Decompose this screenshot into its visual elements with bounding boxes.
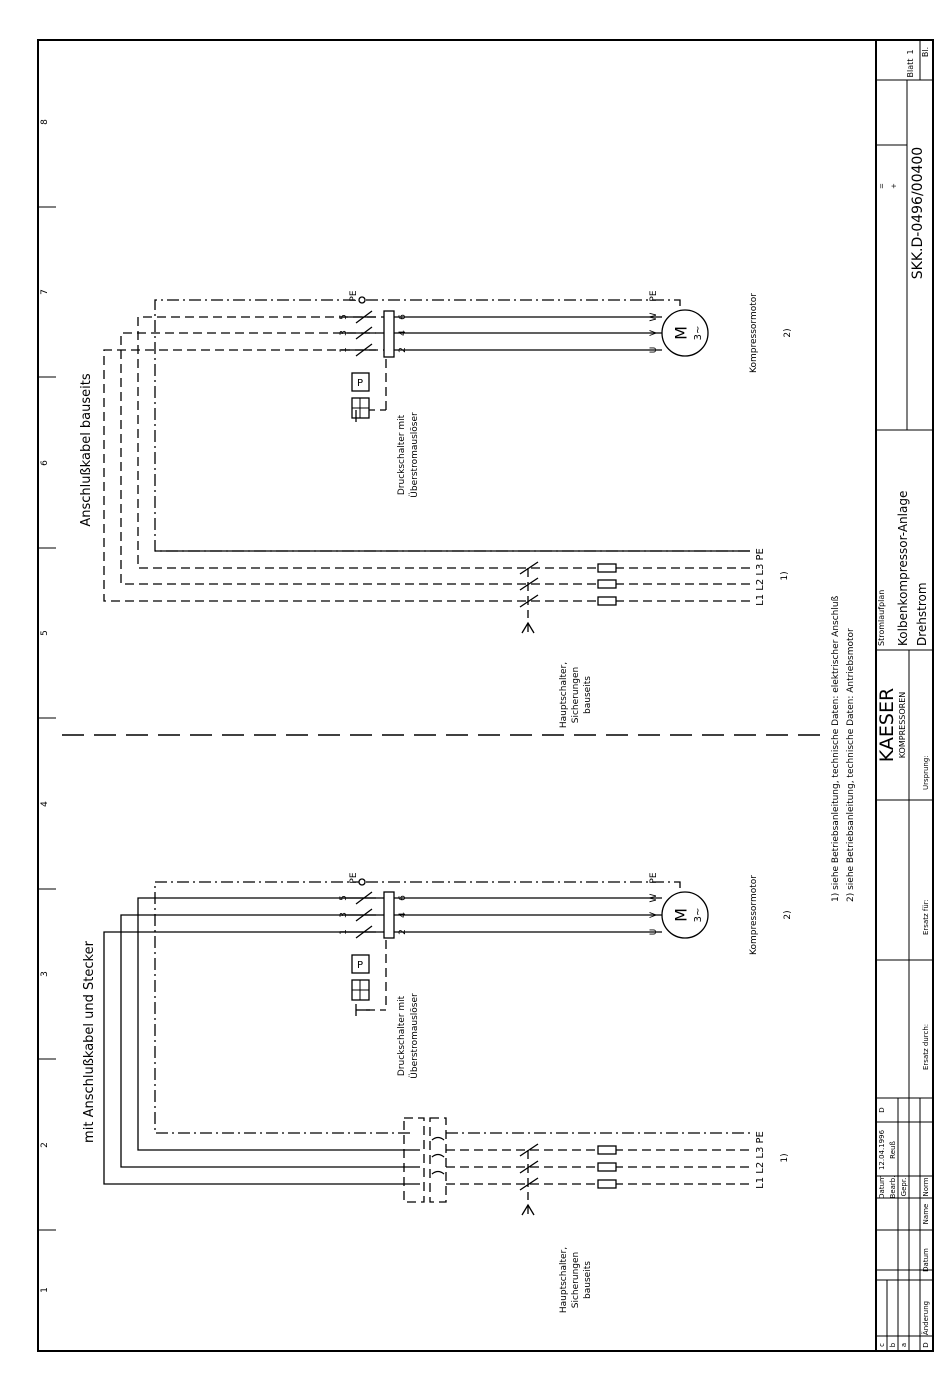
pe-terminal [359, 297, 365, 303]
cable-l1 [104, 932, 420, 1184]
svg-text:Ersatz durch:: Ersatz durch: [922, 1023, 930, 1070]
cable-l1 [104, 350, 750, 601]
mains-note [559, 662, 593, 728]
svg-text:M: M [671, 326, 691, 340]
cable-pe [155, 300, 750, 551]
right-circuit-heading: Anschlußkabel bauseits [79, 373, 94, 527]
svg-text:Druckschalter mit: Druckschalter mit [397, 414, 407, 496]
cable-pe [155, 882, 410, 1133]
zone-label: 3 [40, 971, 50, 977]
sheet-border [38, 40, 933, 1351]
approval-fields [878, 755, 930, 1199]
svg-text:Überstromauslöser: Überstromauslöser [410, 993, 420, 1079]
svg-text:1: 1 [339, 347, 349, 353]
company-subtitle: KOMPRESSOREN [898, 691, 907, 759]
svg-text:W: W [649, 893, 659, 903]
svg-text:Datum: Datum [922, 1248, 930, 1272]
svg-text:Name: Name [922, 1203, 930, 1225]
svg-text:2) siehe Betriebsanleitung, t: 2) siehe Betriebsanleitung, technische Daten: Antriebsmotor [846, 628, 856, 902]
svg-text:3: 3 [339, 912, 349, 918]
svg-text:6: 6 [398, 895, 408, 901]
zone-label: 4 [40, 801, 50, 807]
fuse-symbols [598, 1146, 616, 1188]
svg-text:Norm: Norm [922, 1177, 930, 1197]
pressure-switch [340, 311, 394, 422]
svg-text:M: M [671, 908, 691, 922]
svg-text:V: V [649, 911, 659, 919]
svg-text:bauseits: bauseits [583, 676, 593, 714]
drawing-subtitle: Drehstrom [915, 582, 929, 646]
svg-text:+: + [890, 183, 898, 189]
svg-text:1) siehe Betriebsanleitung, t: 1) siehe Betriebsanleitung, technische Daten: elektrischer Anschluß [831, 595, 841, 902]
svg-text:bauseits: bauseits [583, 1261, 593, 1299]
svg-text:a: a [900, 1342, 908, 1348]
plug-symbol [404, 1118, 424, 1202]
main-switch [520, 1144, 538, 1215]
svg-text:PE: PE [349, 872, 359, 884]
main-switch [520, 562, 538, 633]
drawing-number: SKK.D-0496/00400 [910, 146, 926, 280]
sheet-number: 1 [906, 49, 915, 55]
svg-text:U: U [649, 346, 659, 354]
left-circuit-heading: mit Anschlußkabel und Stecker [82, 941, 97, 1143]
motor-caption: Kompressormotor [749, 875, 759, 955]
company-logo: KAESER [876, 687, 898, 763]
svg-text:3: 3 [339, 330, 349, 336]
svg-text:6: 6 [398, 314, 408, 320]
svg-text:Datum: Datum [878, 1175, 886, 1199]
pressure-switch [340, 892, 394, 1016]
svg-text:Änderung: Änderung [922, 1300, 930, 1336]
motor-caption: Kompressormotor [749, 293, 759, 373]
zone-label: 5 [40, 630, 50, 636]
svg-text:Sicherungen: Sicherungen [571, 666, 581, 724]
pe-terminal [359, 879, 365, 885]
sheet-label: Blatt [906, 58, 915, 78]
cable-l2 [121, 915, 420, 1167]
zone-label: 8 [40, 119, 50, 125]
fuse-symbols [598, 564, 616, 605]
pressure-symbol: P [356, 960, 364, 971]
svg-text:Bearb.: Bearb. [889, 1175, 897, 1199]
svg-text:1: 1 [339, 929, 349, 935]
svg-text:Hauptschalter,: Hauptschalter, [559, 661, 569, 729]
cable-l2 [121, 333, 750, 584]
zone-label: 1 [40, 1287, 50, 1293]
zone-label: 6 [40, 460, 50, 466]
mains-note [559, 1247, 593, 1313]
left-circuit [82, 872, 793, 1313]
doc-type: Stromlaufplan [877, 589, 886, 646]
svg-text:Reuß: Reuß [889, 1141, 897, 1159]
zone-label: 7 [40, 289, 50, 295]
svg-text:U: U [649, 928, 659, 936]
svg-text:4: 4 [398, 912, 408, 918]
svg-text:PE: PE [649, 290, 659, 302]
sheet-of: Bl. [921, 46, 930, 58]
svg-text:4: 4 [398, 330, 408, 336]
svg-text:5: 5 [339, 895, 349, 901]
line-labels: L1 L2 L3 PE [755, 1131, 766, 1189]
svg-text:Ersatz für:: Ersatz für: [922, 899, 930, 935]
svg-text:=: = [878, 183, 886, 189]
right-circuit [79, 290, 793, 728]
socket-symbol [430, 1118, 446, 1202]
zone-label: 2 [40, 1142, 50, 1148]
footnotes [831, 595, 856, 902]
svg-text:12.04.1996: 12.04.1996 [878, 1129, 886, 1171]
svg-text:Hauptschalter,: Hauptschalter, [559, 1246, 569, 1314]
switch-caption [397, 993, 420, 1079]
switch-caption [397, 412, 420, 498]
motor-terminals [649, 290, 659, 353]
svg-text:Ursprung:: Ursprung: [922, 755, 930, 790]
line-ref: 1) [780, 1153, 790, 1163]
svg-text:PE: PE [649, 872, 659, 884]
svg-text:D: D [878, 1107, 886, 1113]
svg-text:W: W [649, 312, 659, 322]
svg-text:V: V [649, 329, 659, 337]
svg-text:2: 2 [398, 929, 408, 935]
svg-text:2: 2 [398, 347, 408, 353]
pressure-symbol: P [356, 378, 364, 389]
cable-l3 [138, 898, 420, 1150]
motor-ref: 2) [783, 328, 793, 338]
motor-terminals [649, 872, 659, 935]
line-ref: 1) [780, 571, 790, 581]
svg-text:3~: 3~ [693, 325, 704, 341]
title-block [876, 40, 933, 1351]
svg-text:Überstromauslöser: Überstromauslöser [410, 412, 420, 498]
svg-text:Druckschalter mit: Druckschalter mit [397, 995, 407, 1077]
svg-text:D: D [922, 1342, 930, 1348]
svg-text:Sicherungen: Sicherungen [571, 1251, 581, 1309]
svg-text:3~: 3~ [693, 907, 704, 923]
drawing-title: Kolbenkompressor-Anlage [896, 490, 910, 646]
svg-text:5: 5 [339, 314, 349, 320]
cable-l3 [138, 317, 750, 568]
revision-rows [878, 1177, 930, 1347]
svg-text:c: c [878, 1343, 886, 1347]
zone-scale [38, 119, 56, 1293]
motor-ref: 2) [783, 910, 793, 920]
line-labels: L1 L2 L3 PE [755, 548, 766, 606]
svg-text:Gepr.: Gepr. [900, 1177, 908, 1197]
svg-text:b: b [889, 1342, 897, 1348]
svg-text:PE: PE [349, 290, 359, 302]
